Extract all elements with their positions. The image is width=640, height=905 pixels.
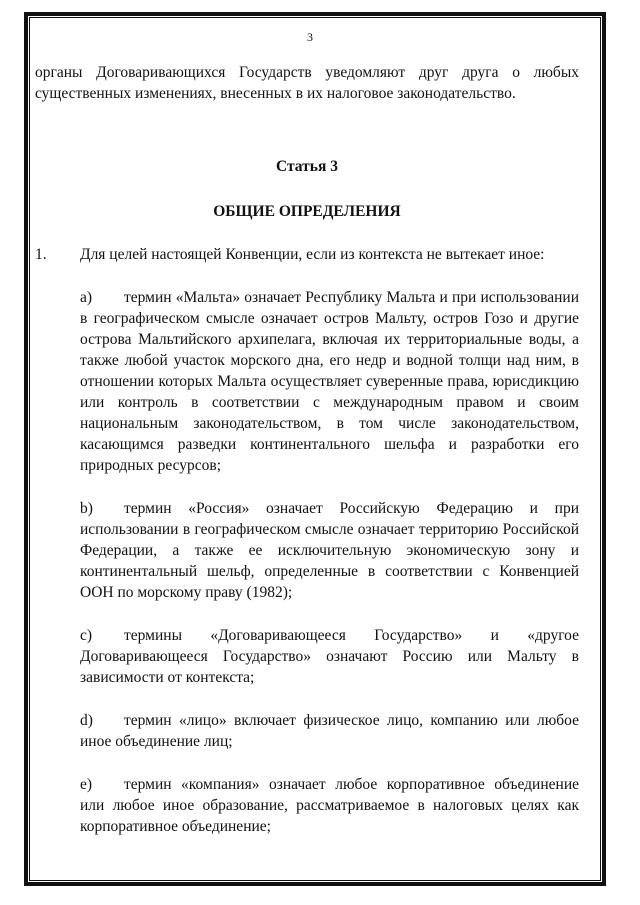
subclause-letter: a) [80, 289, 93, 306]
section-heading: ОБЩИЕ ОПРЕДЕЛЕНИЯ [213, 203, 401, 220]
article-title: Статья 3 [276, 158, 338, 175]
subclause-text: термин «компания» означает любое корпоративное объединение или любое иное образование, рассматриваемое в налоговых целях как корпоративное объединение; [80, 776, 579, 835]
subclause-letter: c) [80, 627, 93, 644]
subclause-letter: d) [80, 712, 93, 729]
subclause-text: термины «Договаривающееся Государство» и «другое Договаривающееся Государство» означают Россию или Мальту в зависимости от контекста; [80, 627, 579, 686]
clause-text: Для целей настоящей Конвенции, если из контекста не вытекает иное: [80, 246, 545, 263]
subclause-letter: e) [80, 776, 93, 793]
subclause-a [80, 287, 579, 476]
subclause-text: термин «Россия» означает Российскую Федерацию и при использовании в географическом смысле означает территорию Российской Федерации, а также ее исключительную экономическую зону и континентальный шельф, определенные в соответствии с Конвенцией ООН по морскому праву (1982); [80, 500, 579, 601]
page-number: 3 [307, 30, 313, 44]
subclause-e [80, 774, 579, 837]
subclause-text: термин «лицо» включает физическое лицо, компанию или любое иное объединение лиц; [80, 712, 579, 750]
subclause-d [80, 710, 579, 752]
subclause-b [80, 498, 579, 603]
subclause-text: термин «Мальта» означает Республику Мальта и при использовании в географическом смысле означает остров Мальту, остров Гозо и другие острова Мальтийского архипелага, включая их территориальные воды, а также любой участок морского дна, его недр и водной толщи над ним, в отношении которых Мальта осуществляет суверенные права, юрисдикцию или контроль в соответствии с международным правом и своим национальным законодательством, в том числе законодательством, касающимся разведки континентального шельфа и разработки его природных ресурсов; [80, 289, 579, 474]
subclause-c [80, 625, 579, 688]
clause-1 [35, 244, 579, 265]
clause-number: 1. [35, 246, 47, 263]
document-body [35, 62, 579, 837]
intro-paragraph: органы Договаривающихся Государств уведомляют друг друга о любых существенных изменениях, внесенных в их налоговое законодательство. [35, 64, 579, 102]
subclause-letter: b) [80, 500, 93, 517]
